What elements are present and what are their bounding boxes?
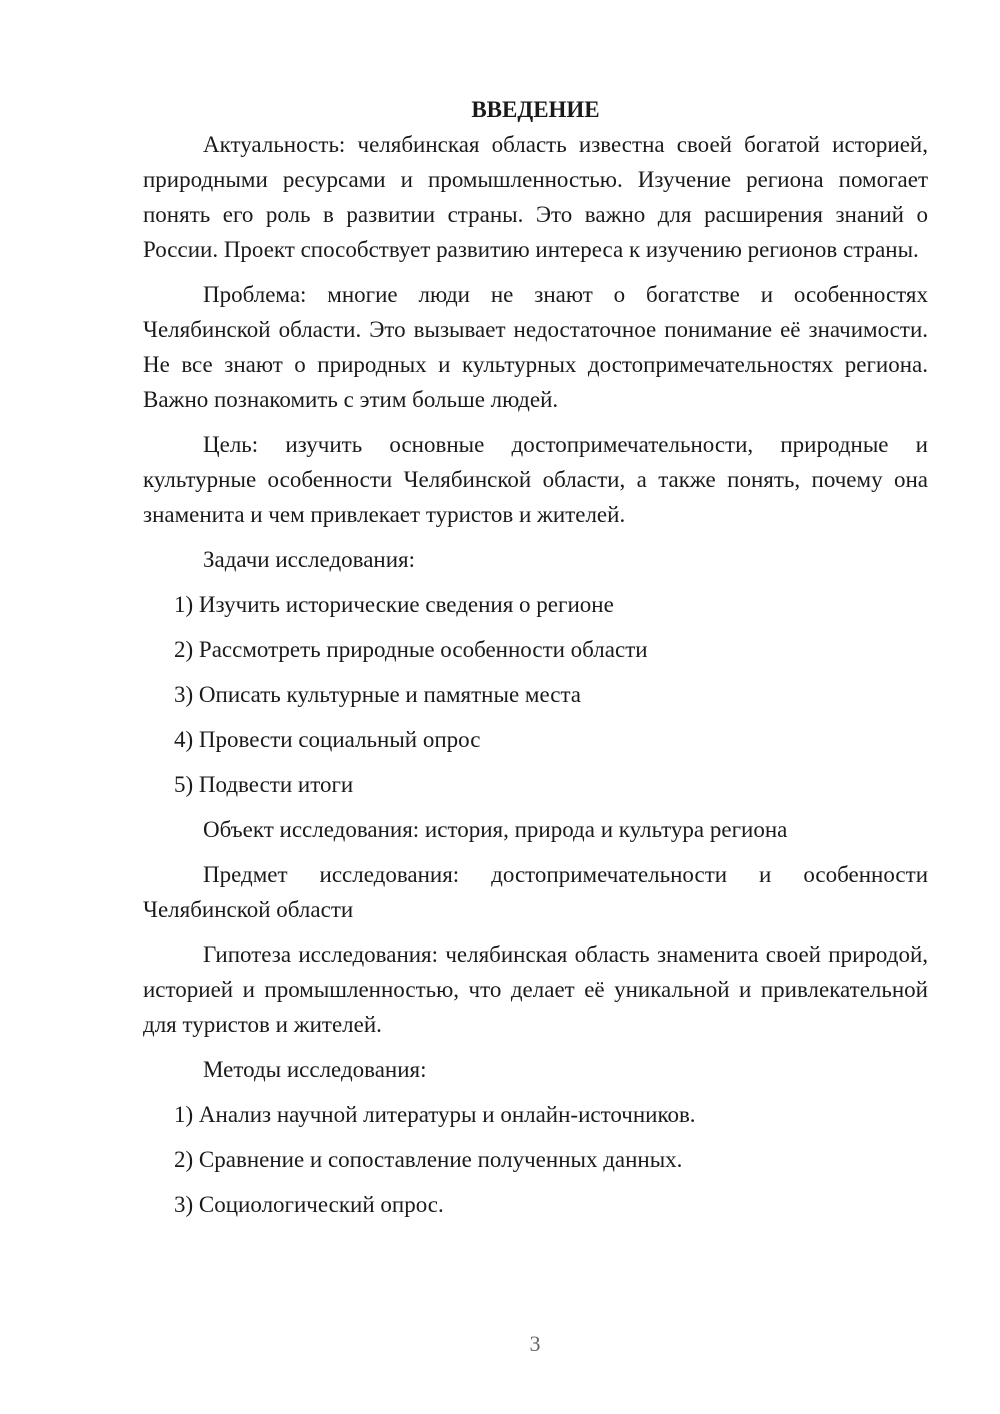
methods-list (143, 1097, 928, 1222)
object-paragraph: Объект исследования: история, природа и культура региона (203, 817, 788, 842)
page-number: 3 (529, 1331, 541, 1356)
goal-paragraph: Цель: изучить основные достопримечательности, природные и культурные особенности Челябинской области, а также понять, почему она знаменита и чем привлекает туристов и жителей. (143, 432, 928, 527)
hypothesis-paragraph: Гипотеза исследования: челябинская область знаменита своей природой, историей и промышленностью, что делает её уникальной и привлекательной для туристов и жителей. (143, 942, 928, 1037)
relevance-paragraph: Актуальность: челябинская область известна своей богатой историей, природными ресурсами и промышленностью. Изучение региона помогает понять его роль в развитии страны. Это важно для расширения знаний о России. Проект способствует развитию интереса к изучению регионов страны. (143, 132, 928, 262)
page-title: ВВЕДЕНИЕ (471, 97, 600, 122)
list-item: 2) Рассмотреть природные особенности области (174, 637, 648, 662)
list-item: 3) Описать культурные и памятные места (174, 682, 581, 707)
list-item: 3) Социологический опрос. (174, 1192, 444, 1217)
list-item: 1) Анализ научной литературы и онлайн-источников. (174, 1102, 696, 1127)
tasks-heading: Задачи исследования: (203, 547, 416, 572)
document-page (143, 92, 928, 1232)
list-item: 5) Подвести итоги (174, 772, 354, 797)
list-item: 1) Изучить исторические сведения о регионе (174, 592, 614, 617)
list-item: 4) Провести социальный опрос (174, 727, 481, 752)
list-item: 2) Сравнение и сопоставление полученных данных. (174, 1147, 683, 1172)
tasks-list (143, 587, 928, 802)
subject-paragraph: Предмет исследования: достопримечательности и особенности Челябинской области (143, 862, 928, 922)
problem-paragraph: Проблема: многие люди не знают о богатстве и особенностях Челябинской области. Это вызывает недостаточное понимание её значимости. Не все знают о природных и культурных достопримечательностях региона. Важно познакомить с этим больше людей. (143, 282, 928, 412)
methods-heading: Методы исследования: (203, 1057, 427, 1082)
